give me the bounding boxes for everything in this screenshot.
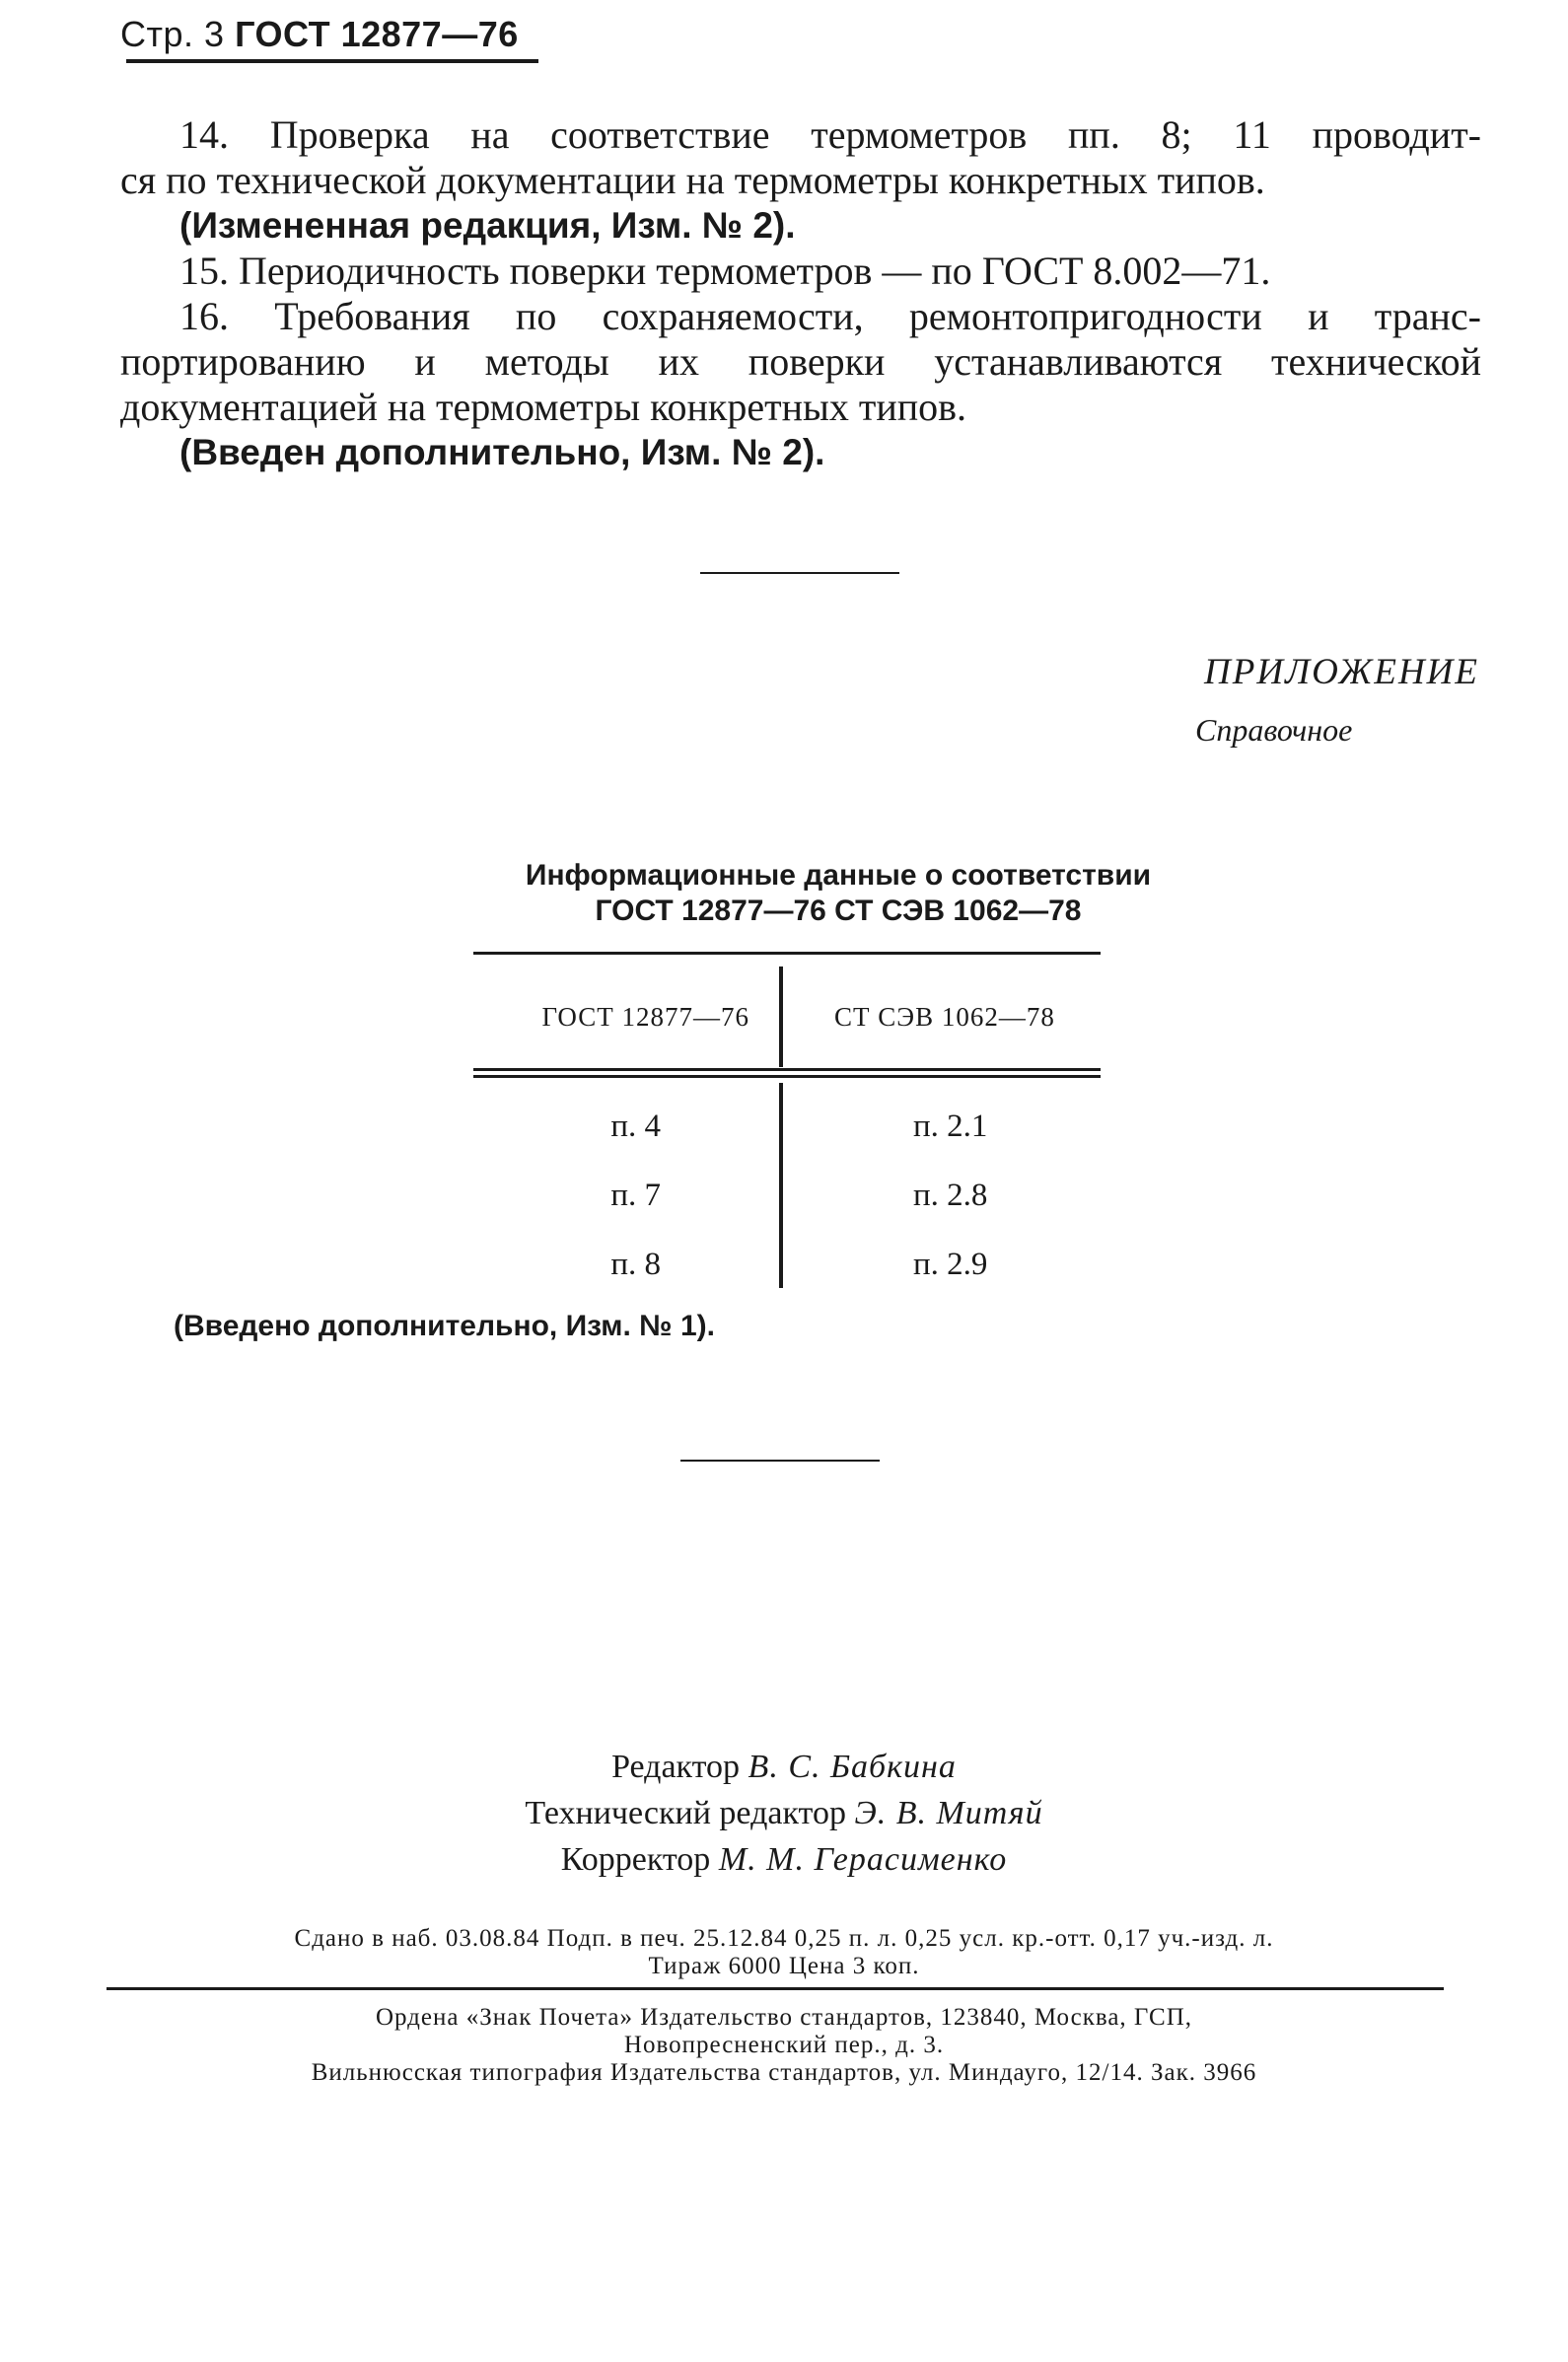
table-cell: п. 2.8 xyxy=(913,1178,988,1213)
table-header-rule-1 xyxy=(473,1068,1101,1071)
credit-tech-editor xyxy=(0,1790,1568,1836)
editor-name: В. С. Бабкина xyxy=(748,1749,957,1785)
imprint-line-3: Ордена «Знак Почета» Издательство стандартов, 123840, Москва, ГСП, xyxy=(375,2004,1193,2031)
table-cell: п. 4 xyxy=(610,1109,661,1144)
appendix-subtitle: Справочное xyxy=(1195,712,1353,748)
table-cell: п. 7 xyxy=(610,1178,661,1213)
table-cell: п. 2.9 xyxy=(913,1247,988,1282)
credit-editor xyxy=(0,1744,1568,1790)
table-header-right: СТ СЭВ 1062—78 xyxy=(834,1002,1055,1032)
section-text xyxy=(120,112,1481,475)
credits-divider xyxy=(680,1460,880,1462)
credit-corrector xyxy=(0,1836,1568,1883)
paragraph-16-line2: портированию и методы их поверки устанавливаются технической xyxy=(120,339,1481,384)
table-header-rule-2 xyxy=(473,1075,1101,1078)
table-top-rule xyxy=(473,952,1101,955)
amendment-note-16: (Введен дополнительно, Изм. № 2). xyxy=(179,432,825,472)
amendment-note-14: (Измененная редакция, Изм. № 2). xyxy=(179,205,796,246)
imprint-line-2: Тираж 6000 Цена 3 коп. xyxy=(648,1953,920,1979)
table-title xyxy=(385,858,1292,929)
table-header-divider xyxy=(779,966,783,1067)
table-body-divider xyxy=(779,1083,783,1288)
tech-editor-name: Э. В. Митяй xyxy=(854,1795,1043,1831)
table-amendment-note: (Введено дополнительно, Изм. № 1). xyxy=(174,1310,715,1342)
table-cell: п. 2.1 xyxy=(913,1109,988,1144)
corrector-role: Корректор xyxy=(560,1841,711,1878)
paragraph-16-line1: 16. Требования по сохраняемости, ремонтопригодности и транс- xyxy=(179,294,1481,338)
table-header-left: ГОСТ 12877—76 xyxy=(541,1002,749,1032)
imprint-rule xyxy=(107,1987,1444,1990)
standard-code: ГОСТ 12877—76 xyxy=(235,14,519,54)
table-title-line1: Информационные данные о соответствии xyxy=(525,859,1152,892)
tech-editor-role: Технический редактор xyxy=(525,1795,846,1831)
credits xyxy=(0,1744,1568,1883)
corrector-name: М. М. Герасименко xyxy=(718,1841,1008,1878)
page-number: Стр. 3 xyxy=(120,14,225,54)
editor-role: Редактор xyxy=(611,1749,741,1785)
paragraph-15: 15. Периодичность поверки термометров — по ГОСТ 8.002—71. xyxy=(179,249,1271,293)
imprint-line-5: Вильнюсская типография Издательства стандартов, ул. Миндауго, 12/14. Зак. 3966 xyxy=(311,2059,1257,2086)
page-header xyxy=(120,14,519,55)
paragraph-14-line2: ся по технической документации на термометры конкретных типов. xyxy=(120,158,1265,202)
appendix-title: ПРИЛОЖЕНИЕ xyxy=(1204,652,1479,692)
section-divider xyxy=(700,572,899,574)
paragraph-14-line1: 14. Проверка на соответствие термометров пп. 8; 11 проводит- xyxy=(179,112,1481,157)
header-rule xyxy=(126,59,538,63)
paragraph-16-line3: документацией на термометры конкретных типов. xyxy=(120,385,967,429)
imprint-line-1: Сдано в наб. 03.08.84 Подп. в печ. 25.12.84 0,25 п. л. 0,25 усл. кр.-отт. 0,17 уч.-изд. л. xyxy=(294,1925,1274,1952)
table-title-line2: ГОСТ 12877—76 СТ СЭВ 1062—78 xyxy=(595,895,1082,927)
table-cell: п. 8 xyxy=(610,1247,661,1282)
imprint-line-4: Новопресненский пер., д. 3. xyxy=(623,2032,945,2058)
